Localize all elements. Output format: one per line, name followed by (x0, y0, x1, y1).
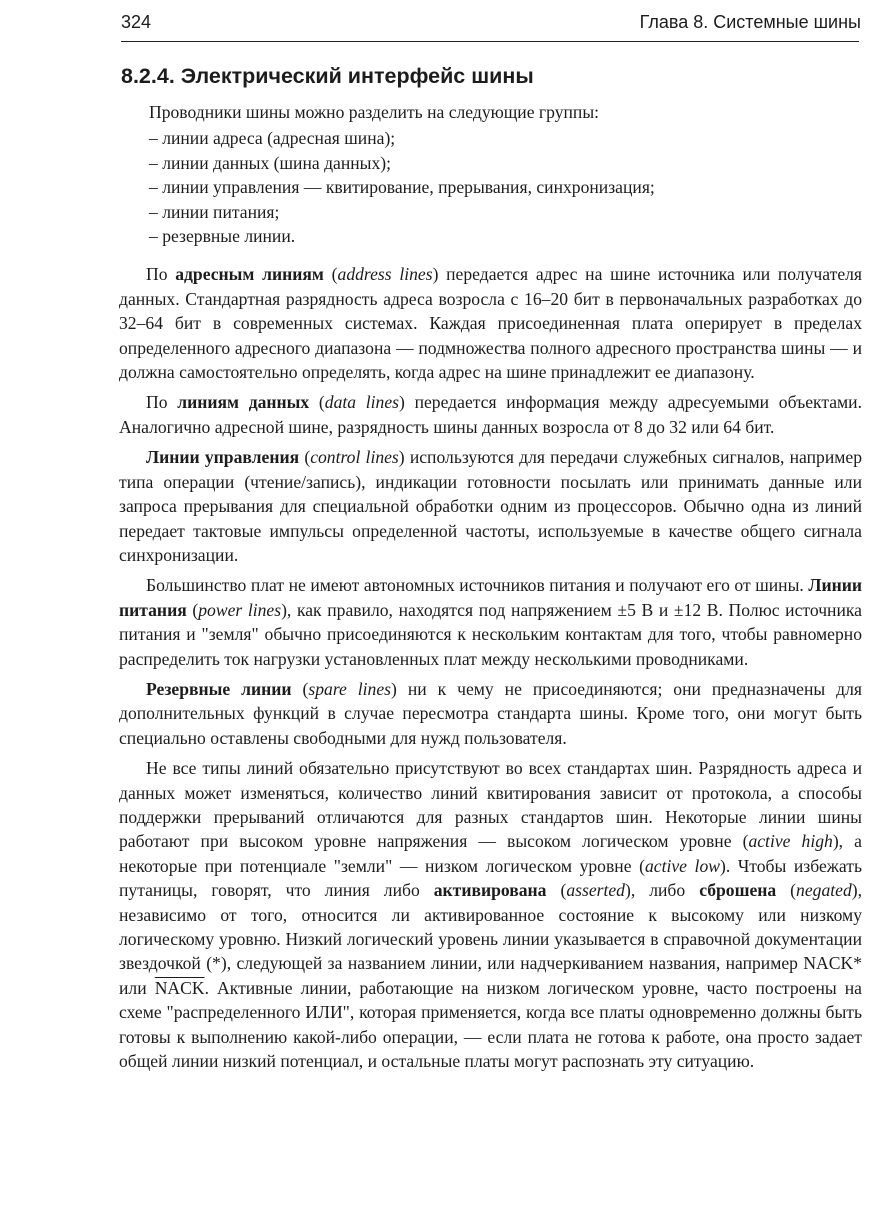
text-span: Не все типы линий обязательно присутствуют во всех стандартах шин. Разрядность адреса и данных может изменяться, количество линий квитирования зависит от протокола, а способы поддержки прерываний отличаются для разных стандартов шин. Некоторые линии шины работают при высоком уровне напряжения — высоком логическом уровне ( (119, 758, 862, 852)
text-span: ( (776, 880, 797, 901)
paragraph-power-lines (119, 573, 862, 671)
text-span: ), независимо от того, относится ли активированное состояние к высокому или низкому логическому уровню. Низкий логический уровень линии указывается в справочной документации звездочкой (*), следующей за названием линии, или надчеркиванием названия, например NACK* или (119, 880, 863, 998)
paragraph-control-lines (119, 445, 862, 567)
text-span: ), либо (624, 880, 700, 901)
text-span: ) используются для передачи служебных сигналов, например типа операции (чтение/запись), индикации готовности посылать или принимать данные или запроса прерывания для специальной обработки одним из процессоров. Обычно одна из линий передает тактовые импульсы определенной частоты, используемые в качестве общего сигнала синхронизации. (119, 447, 862, 565)
overlined-signal: NACK (154, 977, 205, 998)
text-span: ) передается адрес на шине источника или получателя данных. Стандартная разрядность адреса возросла с 16–20 бит в первоначальных разработках до 32–64 бит в современных системах. Каждая присоединенная плата оперирует в пределах определенного адресного диапазона — подмножества полного адресного пространства шины — и должна самостоятельно определять, когда адрес на шине принадлежит ее диапазону. (119, 264, 863, 383)
list-item: – резервные линии. (149, 226, 296, 247)
text-span: ), а некоторые при потенциале "земли" — низком логическом уровне ( (119, 831, 862, 876)
term-italic: active low (644, 855, 720, 876)
page-number: 324 (121, 12, 152, 32)
text-span: . Активные линии, работающие на низком логическом уровне, часто построены на схеме "распределенного ИЛИ", которая применяется, когда все платы одновременно должны быть готовы к выполнению какой-либо операции, — если плата не готова к работе, она просто задает общей линии низкий потенциал, и остальные платы могут распознать эту ситуацию. (119, 977, 862, 1072)
text-span: ( (323, 264, 338, 285)
term-italic: spare lines (308, 678, 392, 699)
running-header (121, 12, 861, 38)
paragraph-line-types (119, 756, 862, 1073)
text-span: ( (186, 599, 199, 620)
term-bold: Резервные линии (146, 678, 292, 699)
term-bold: линиям данных (177, 392, 310, 413)
paragraph-data-lines (119, 390, 862, 439)
list-item: – линии адреса (адресная шина); (149, 128, 396, 149)
term-italic: active high (748, 831, 833, 852)
paragraph-spare-lines (119, 677, 862, 750)
line-groups-list (119, 126, 862, 248)
text-span: ( (546, 880, 567, 901)
term-bold: сброшена (699, 880, 777, 901)
term-italic: negated (796, 880, 852, 901)
text-span: ( (291, 678, 309, 699)
header-rule (121, 41, 859, 42)
term-bold: адресным линиям (175, 264, 324, 285)
text-span: ) передается информация между адресуемыми объектами. Аналогично адресной шине, разрядность шины данных возросла от 8 до 32 или 64 бит. (119, 392, 862, 437)
text-span: ), как правило, находятся под напряжением ±5 В и ±12 В. Полюс источника питания и "земля" обычно присоединяются к нескольким контактам для того, чтобы равномерно распределить ток нагрузки установленных плат между несколькими проводниками. (119, 599, 862, 669)
term-italic: data lines (324, 392, 400, 413)
term-italic: address lines (337, 264, 433, 285)
intro-text: Проводники шины можно разделить на следующие группы: (149, 102, 600, 122)
body-text (119, 100, 862, 1073)
list-item: – линии питания; (149, 201, 280, 222)
term-italic: asserted (566, 880, 625, 901)
term-bold: Линии управления (146, 447, 300, 468)
text-span: ). Чтобы избежать путаницы, говорят, что линия либо (119, 855, 862, 901)
text-span: Большинство плат не имеют автономных источников питания и получают его от шины. (146, 575, 809, 596)
chapter-title: Глава 8. Системные шины (639, 12, 861, 32)
term-bold: Линии питания (119, 575, 862, 620)
paragraph-address-lines (119, 262, 862, 384)
list-item: – линии данных (шина данных); (149, 152, 392, 173)
term-italic: power lines (198, 599, 282, 620)
text-span: ) ни к чему не присоединяются; они предназначены для дополнительных функций в случае пересмотра стандарта шины. Кроме того, они могут быть специально оставлены свободными для нужд пользователя. (119, 678, 862, 748)
list-item: – линии управления — квитирование, прерывания, синхронизация; (149, 177, 655, 198)
term-bold: активирована (433, 880, 547, 901)
term-italic: control lines (310, 447, 399, 468)
text-span: По (146, 264, 176, 285)
text-span: ( (299, 447, 311, 468)
section-title: 8.2.4. Электрический интерфейс шины (121, 64, 534, 88)
text-span: ( (309, 392, 325, 413)
text-span: По (146, 392, 178, 413)
